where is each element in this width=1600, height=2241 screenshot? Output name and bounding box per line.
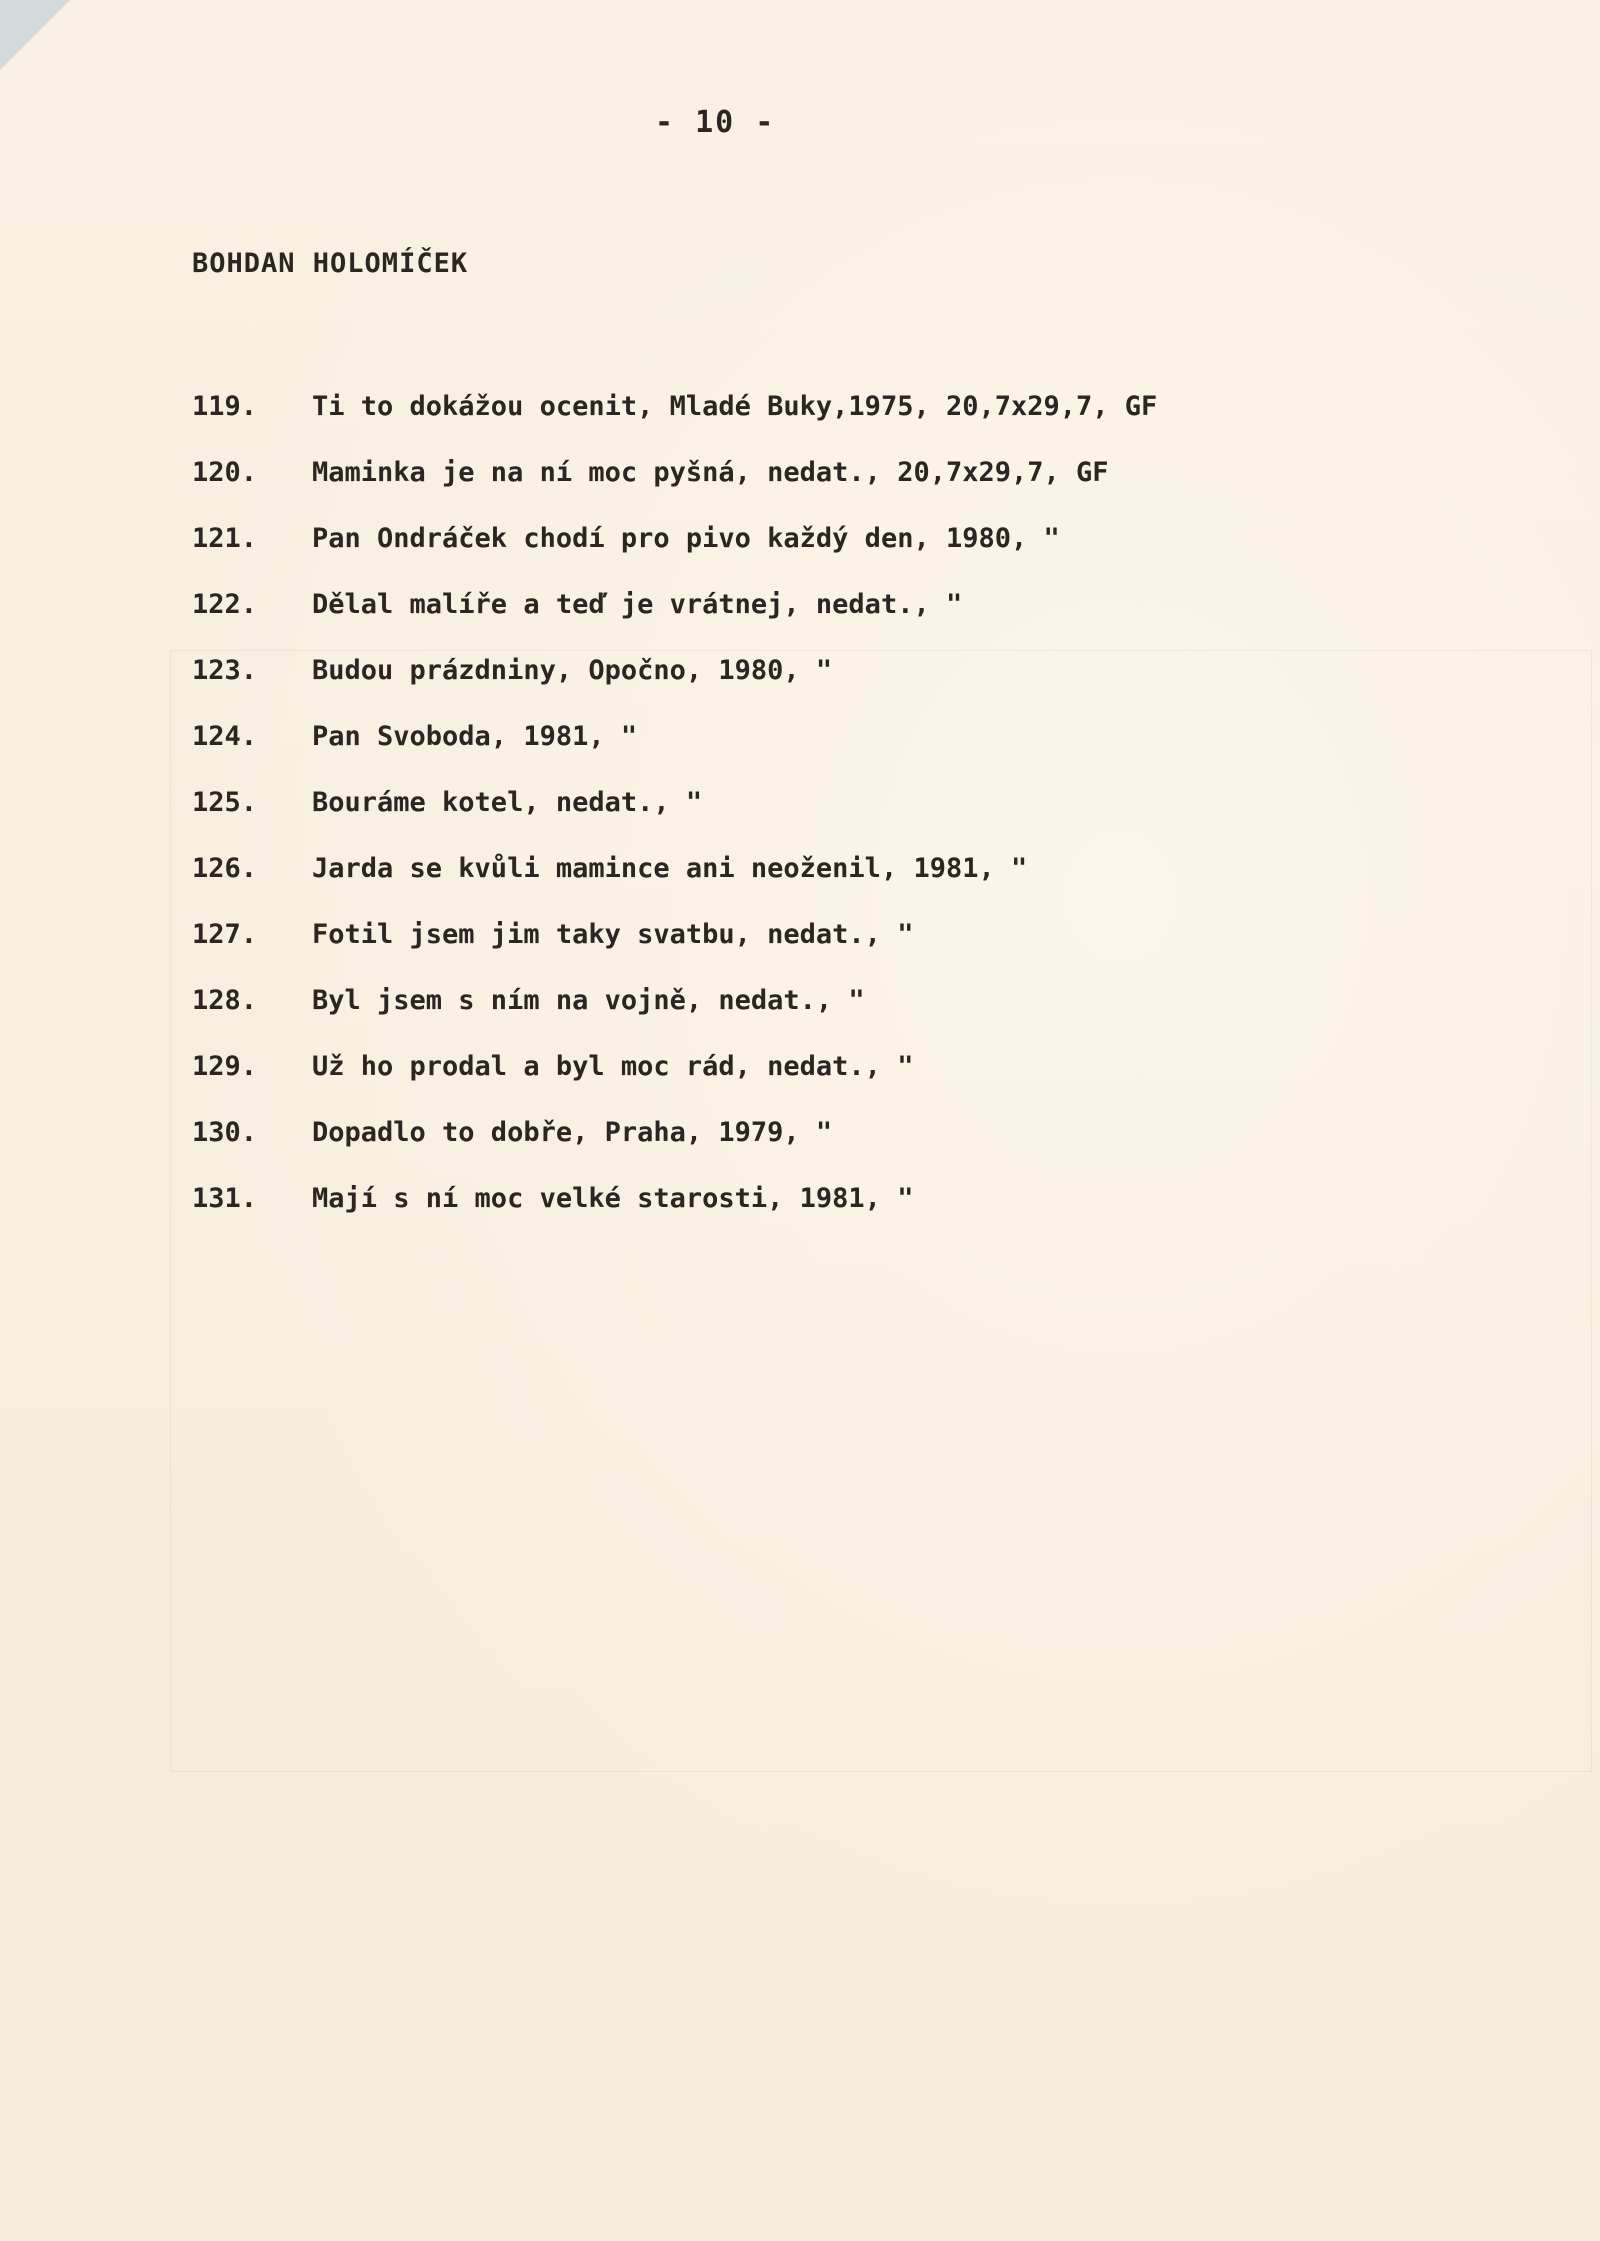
list-item <box>192 1099 1492 1165</box>
list-item <box>192 901 1492 967</box>
list-item <box>192 703 1492 769</box>
list-item <box>192 1033 1492 1099</box>
entry-number: 129. <box>192 1050 258 1082</box>
page-corner-fold <box>0 0 70 70</box>
entry-number: 125. <box>192 786 258 818</box>
entry-number: 124. <box>192 720 258 752</box>
entry-text: Byl jsem s ním na vojně, nedat., " <box>312 984 865 1016</box>
list-item <box>192 637 1492 703</box>
entry-number: 119. <box>192 390 258 422</box>
list-item <box>192 439 1492 505</box>
entry-text: Ti to dokážou ocenit, Mladé Buky,1975, 20,7x29,7, GF <box>312 390 1158 422</box>
page-number: - 10 - <box>655 105 776 140</box>
list-item <box>192 373 1492 439</box>
author-heading: BOHDAN HOLOMÍČEK <box>192 248 469 279</box>
list-item <box>192 835 1492 901</box>
entry-text: Bouráme kotel, nedat., " <box>312 786 703 818</box>
entry-text: Už ho prodal a byl moc rád, nedat., " <box>312 1050 914 1082</box>
list-item <box>192 571 1492 637</box>
entry-text: Budou prázdniny, Opočno, 1980, " <box>312 654 833 686</box>
list-item <box>192 967 1492 1033</box>
entry-number: 128. <box>192 984 258 1016</box>
entry-text: Dělal malíře a teď je vrátnej, nedat., " <box>312 588 963 620</box>
list-item <box>192 769 1492 835</box>
works-list <box>192 373 1492 1231</box>
entry-text: Fotil jsem jim taky svatbu, nedat., " <box>312 918 914 950</box>
entry-number: 122. <box>192 588 258 620</box>
entry-text: Pan Ondráček chodí pro pivo každý den, 1980, " <box>312 522 1060 554</box>
entry-text: Dopadlo to dobře, Praha, 1979, " <box>312 1116 833 1148</box>
list-item <box>192 1165 1492 1231</box>
entry-number: 121. <box>192 522 258 554</box>
entry-number: 130. <box>192 1116 258 1148</box>
entry-number: 126. <box>192 852 258 884</box>
entry-text: Jarda se kvůli mamince ani neoženil, 1981, " <box>312 852 1028 884</box>
entry-text: Pan Svoboda, 1981, " <box>312 720 638 752</box>
entry-text: Mají s ní moc velké starosti, 1981, " <box>312 1182 914 1214</box>
entry-text: Maminka je na ní moc pyšná, nedat., 20,7x29,7, GF <box>312 456 1109 488</box>
entry-number: 131. <box>192 1182 258 1214</box>
entry-number: 127. <box>192 918 258 950</box>
entry-number: 123. <box>192 654 258 686</box>
list-item <box>192 505 1492 571</box>
entry-number: 120. <box>192 456 258 488</box>
